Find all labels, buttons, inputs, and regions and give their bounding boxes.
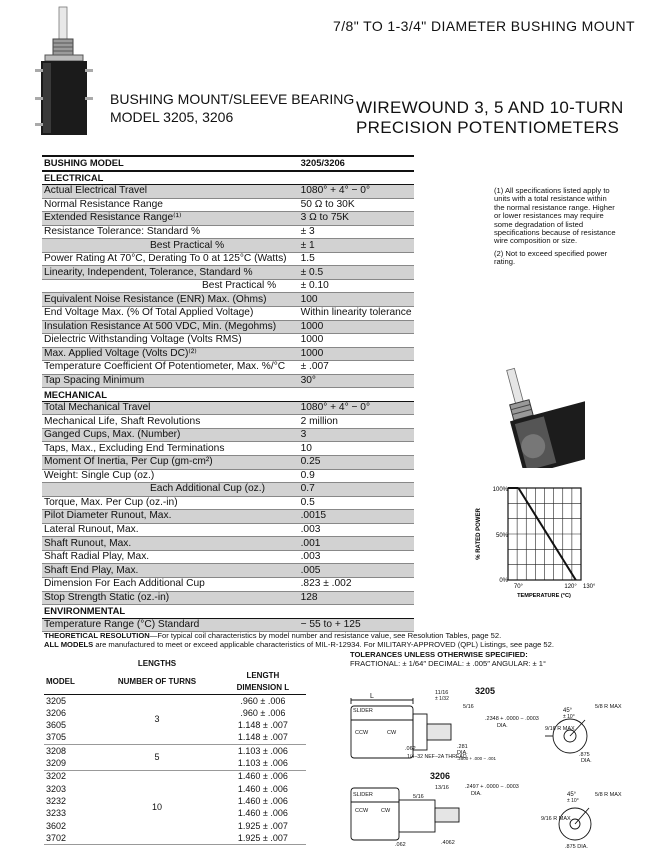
note-1: (1) All specifications listed apply to units with a total resistance within the normal resistance range. Higher or lower resistances may require some degradation of listed specifications because of resistance wire composition or size.: [494, 186, 616, 246]
product-main-title: [356, 98, 624, 138]
lengths-model: 3605: [46, 720, 67, 731]
dim-5-8r: 5/8 R MAX: [595, 704, 622, 710]
dim-2348: .2348 + .0000 − .0003: [485, 716, 539, 722]
spec-value: .0015: [289, 510, 414, 524]
note-2: (2) Not to exceed specified power rating.: [494, 248, 608, 267]
dim-13-16: 13/16: [435, 785, 449, 791]
lengths-turns: 10: [151, 802, 162, 813]
spec-value: 1080° + 4° − 0°: [289, 185, 414, 199]
chart-grid: [508, 488, 581, 580]
spec-value: .005: [289, 564, 414, 578]
cw-label-b: CW: [381, 808, 391, 814]
spec-row: [42, 537, 414, 551]
lengths-model: 3205: [46, 695, 67, 706]
lengths-table: [44, 657, 306, 845]
spec-value: 10: [289, 442, 414, 456]
spec-row: [42, 523, 414, 537]
spec-section-row: [42, 605, 414, 619]
spec-row: [42, 347, 414, 361]
spec-label: Temperature Range (°C) Standard: [42, 618, 289, 632]
lengths-dimension: .960 ± .006: [240, 707, 286, 718]
spec-row: [42, 307, 414, 321]
lengths-title: LENGTHS: [137, 658, 177, 668]
spec-header-value: 3205/3206: [289, 156, 414, 171]
spec-label: Shaft End Play, Max.: [42, 564, 289, 578]
spec-row: [42, 510, 414, 524]
col-length-2: DIMENSION L: [220, 682, 306, 695]
spec-value: 30°: [289, 374, 414, 388]
lengths-dimension: 1.103 ± .006: [237, 758, 288, 769]
spec-value: 0.5: [289, 496, 414, 510]
potentiometer-angle-photo: [505, 358, 585, 468]
spec-label: Ganged Cups, Max. (Number): [42, 428, 289, 442]
spec-value: .003: [289, 523, 414, 537]
spec-value: 50 Ω to 30K: [289, 198, 414, 212]
col-length-1: LENGTH: [246, 670, 280, 680]
dim-9-16r: 9/16 R MAX: [545, 726, 575, 732]
spec-row: [42, 374, 414, 388]
spec-label: Equivalent Noise Resistance (ENR) Max. (Ohms): [42, 293, 289, 307]
subtitle-line-1: BUSHING MOUNT/SLEEVE BEARING: [110, 91, 355, 107]
spec-value: .001: [289, 537, 414, 551]
angle-45: 45°: [563, 708, 573, 714]
product-subtitle: [110, 90, 354, 126]
dim-2348-dia: DIA.: [497, 723, 508, 729]
spec-row: [42, 279, 414, 293]
ccw-label-b: CCW: [355, 808, 369, 814]
lengths-dimension: 1.460 ± .006: [237, 783, 288, 794]
spec-value: ± 0.5: [289, 266, 414, 280]
spec-row: [42, 239, 414, 253]
lengths-model: 3203: [46, 783, 67, 794]
subtitle-line-2: MODEL 3205, 3206: [110, 109, 234, 125]
spec-label: ENVIRONMENTAL: [42, 605, 289, 619]
dim-5-16-b: 5/16: [413, 794, 424, 800]
spec-row: [42, 618, 414, 632]
slider-label: SLIDER: [353, 708, 373, 714]
lengths-dimension: .960 ± .006: [240, 695, 286, 706]
lengths-dimension: 1.148 ± .007: [237, 720, 288, 731]
spec-row: [42, 293, 414, 307]
spec-row: [42, 428, 414, 442]
lengths-dimension: 1.148 ± .007: [237, 732, 288, 743]
spec-label: Weight: Single Cup (oz.): [42, 469, 289, 483]
dim-2497-dia: DIA.: [471, 791, 482, 797]
all-models-text: are manufactured to meet or exceed applicable characteristics of MIL-R-12934. For MILITARY-APPROVED (QPL) Listings, see page 52.: [93, 640, 554, 649]
spec-value: 0.9: [289, 469, 414, 483]
lengths-model: 3233: [46, 808, 67, 819]
theoretical-text: —For typical coil characteristics by model number and resistance value, see Resolution Tables, page 52.: [149, 631, 502, 640]
spec-label: Extended Resistance Range⁽¹⁾: [42, 212, 289, 226]
angle-45-b: 45°: [567, 792, 577, 798]
spec-value: 3: [289, 428, 414, 442]
spec-label: Tap Spacing Minimum: [42, 374, 289, 388]
spec-label: Best Practical %: [42, 279, 289, 293]
x-tick-130: 130°: [583, 584, 596, 590]
spec-row: [42, 591, 414, 605]
theoretical-resolution-note: [44, 631, 634, 640]
spec-row: [42, 442, 414, 456]
spec-value: 1.5: [289, 252, 414, 266]
tolerance-title: TOLERANCES UNLESS OTHERWISE SPECIFIED:: [350, 650, 528, 659]
spec-label: MECHANICAL: [42, 388, 289, 402]
tolerance-block: [350, 650, 546, 668]
spec-value: 1000: [289, 347, 414, 361]
spec-row: [42, 469, 414, 483]
x-tick-120: 120°: [564, 584, 577, 590]
lengths-model: 3705: [46, 732, 67, 743]
spec-row: [42, 564, 414, 578]
spec-label: Best Practical %: [42, 239, 289, 253]
spec-value: ± 0.10: [289, 279, 414, 293]
lengths-dimension: 1.460 ± .006: [237, 771, 288, 782]
potentiometer-photo: [25, 5, 105, 135]
spec-label: Insulation Resistance At 500 VDC, Min. (Megohms): [42, 320, 289, 334]
thread-label: 1/4−32 NEF−2A THREAD: [407, 754, 467, 760]
spec-label: Actual Electrical Travel: [42, 185, 289, 199]
spec-label: Lateral Runout, Max.: [42, 523, 289, 537]
spec-label: Dielectric Withstanding Voltage (Volts RMS): [42, 334, 289, 348]
spec-row: [42, 456, 414, 470]
lengths-model: 3202: [46, 771, 67, 782]
dim-5-16: 5/16: [463, 704, 474, 710]
spec-label: Power Rating At 70°C, Derating To 0 at 125°C (Watts): [44, 253, 287, 265]
lengths-row: [44, 745, 306, 758]
spec-label: Mechanical Life, Shaft Revolutions: [42, 415, 289, 429]
dim-4062: .4062: [441, 840, 455, 846]
spec-value: [289, 388, 414, 402]
lengths-turns: 3: [154, 713, 160, 724]
y-tick-100: 100%: [492, 487, 508, 493]
lengths-dimension: 1.925 ± .007: [237, 820, 288, 831]
chart-x-label: TEMPERATURE (°C): [517, 593, 571, 599]
spec-header-row: [42, 156, 414, 171]
spec-value: .823 ± .002: [289, 577, 414, 591]
dim-2497: .2497 + .0000 − .0003: [465, 784, 519, 790]
lengths-dimension: 1.925 ± .007: [237, 832, 288, 843]
spec-row: [42, 401, 414, 415]
spec-section-row: [42, 388, 414, 402]
spec-label: Dimension For Each Additional Cup: [42, 577, 289, 591]
tolerance-values: FRACTIONAL: ± 1/64″ DECIMAL: ± .005″ ANGULAR: ± 1°: [350, 659, 547, 668]
spec-row: [42, 361, 414, 375]
spec-row: [42, 577, 414, 591]
spec-value: 100: [289, 293, 414, 307]
lengths-model: 3208: [46, 745, 67, 756]
main-title-line-1: WIREWOUND 3, 5 AND 10-TURN: [356, 98, 624, 117]
all-models-label: ALL MODELS: [44, 640, 94, 649]
spec-label: Torque, Max. Per Cup (oz.-in): [42, 496, 289, 510]
angle-tol: ± 10°: [563, 714, 575, 720]
cw-label: CW: [387, 730, 397, 736]
spec-value: 1000: [289, 334, 414, 348]
dim-9-16r-b: 9/16 R MAX: [541, 816, 571, 822]
spec-label: Max. Applied Voltage (Volts DC)⁽²⁾: [42, 347, 289, 361]
dim-875: .875: [579, 752, 590, 758]
spec-label: Pilot Diameter Runout, Max.: [42, 510, 289, 524]
dim-2500: .2500 + .000 − .001: [457, 756, 497, 761]
col-turns: NUMBER OF TURNS: [94, 669, 220, 694]
spec-label: Resistance Tolerance: Standard %: [42, 225, 289, 239]
spec-value: ± 3: [289, 225, 414, 239]
dim-062-b: .062: [395, 842, 406, 848]
spec-value: [289, 171, 414, 185]
col-model: MODEL: [44, 669, 94, 694]
spec-row: [42, 496, 414, 510]
spec-label: Total Mechanical Travel: [42, 401, 289, 415]
spec-label: ELECTRICAL: [42, 171, 289, 185]
spec-value: 0.25: [289, 456, 414, 470]
specifications-table: [42, 155, 414, 632]
lengths-row: [44, 770, 306, 783]
dim-062: .062: [405, 746, 416, 752]
drawing-title-3206: 3206: [430, 771, 451, 781]
spec-value: .003: [289, 550, 414, 564]
spec-value: 0.7: [289, 483, 414, 497]
power-derating-chart: [462, 480, 622, 605]
lengths-dimension: 1.103 ± .006: [237, 745, 288, 756]
spec-label: Moment Of Inertia, Per Cup (gm-cm²): [42, 456, 289, 470]
spec-row: [42, 415, 414, 429]
y-tick-0: 0%: [499, 578, 508, 584]
spec-label: Shaft Radial Play, Max.: [42, 550, 289, 564]
spec-label: Taps, Max., Excluding End Terminations: [42, 442, 289, 456]
lengths-model: 3206: [46, 707, 67, 718]
dim-l-label: L: [370, 693, 374, 700]
spec-value: 2 million: [289, 415, 414, 429]
spec-value: ± .007: [289, 361, 414, 375]
spec-value: 1080° + 4° − 0°: [289, 401, 414, 415]
spec-row: [42, 185, 414, 199]
lengths-model: 3232: [46, 795, 67, 806]
spec-value: ± 1: [289, 239, 414, 253]
dim-875-dia-b: .875 DIA.: [565, 844, 588, 850]
all-models-note: [44, 640, 634, 649]
dim-875-dia: DIA.: [581, 758, 592, 764]
page-top-title: 7/8" TO 1-3/4" DIAMETER BUSHING MOUNT: [333, 18, 635, 34]
spec-value: Within linearity tolerance: [289, 307, 414, 321]
angle-tol-b: ± 10°: [567, 798, 579, 804]
dim-281-dia: DIA.: [457, 750, 468, 756]
spec-row: [42, 252, 414, 266]
lengths-model: 3209: [46, 758, 67, 769]
spec-label: Normal Resistance Range: [42, 198, 289, 212]
spec-row: [42, 198, 414, 212]
y-tick-50: 50%: [495, 533, 508, 539]
lengths-row: [44, 694, 306, 707]
spec-value: 3 Ω to 75K: [289, 212, 414, 226]
x-tick-70: 70°: [513, 584, 523, 590]
spec-label: Stop Strength Static (oz.-in): [42, 591, 289, 605]
lengths-turns: 5: [154, 751, 160, 762]
dim-11-16: 11/16: [435, 690, 449, 696]
spec-label: End Voltage Max. (% Of Total Applied Voltage): [42, 307, 289, 321]
dimension-drawings: [345, 684, 645, 850]
spec-section-row: [42, 171, 414, 185]
theoretical-label: THEORETICAL RESOLUTION: [44, 631, 150, 640]
spec-row: [42, 483, 414, 497]
ccw-label: CCW: [355, 730, 369, 736]
spec-row: [42, 320, 414, 334]
drawing-title-3205: 3205: [475, 686, 496, 696]
spec-value: [289, 605, 414, 619]
spec-row: [42, 334, 414, 348]
dim-5-8r-b: 5/8 R MAX: [595, 792, 622, 798]
spec-value: − 55 to + 125: [289, 618, 414, 632]
chart-y-label: % RATED POWER: [476, 508, 482, 560]
dim-281: .281: [457, 744, 468, 750]
spec-row: [42, 266, 414, 280]
spec-row: [42, 550, 414, 564]
spec-row: [42, 225, 414, 239]
dim-1-32: ± 1/32: [435, 696, 449, 702]
spec-row: [42, 212, 414, 226]
spec-label: Linearity, Independent, Tolerance, Standard %: [42, 266, 289, 280]
slider-label-b: SLIDER: [353, 792, 373, 798]
spec-value: 1000: [289, 320, 414, 334]
lengths-dimension: 1.460 ± .006: [237, 795, 288, 806]
footnote-block: [44, 631, 634, 649]
spec-header-label: BUSHING MODEL: [42, 156, 289, 171]
spec-label: Shaft Runout, Max.: [42, 537, 289, 551]
lengths-dimension: 1.460 ± .006: [237, 808, 288, 819]
lengths-model: 3702: [46, 832, 67, 843]
spec-label: Each Additional Cup (oz.): [42, 483, 289, 497]
main-title-line-2: PRECISION POTENTIOMETERS: [356, 118, 620, 137]
spec-label: Temperature Coefficient Of Potentiometer, Max. %/°C: [42, 361, 289, 375]
lengths-model: 3602: [46, 820, 67, 831]
spec-value: 128: [289, 591, 414, 605]
notes-block: [494, 187, 619, 271]
